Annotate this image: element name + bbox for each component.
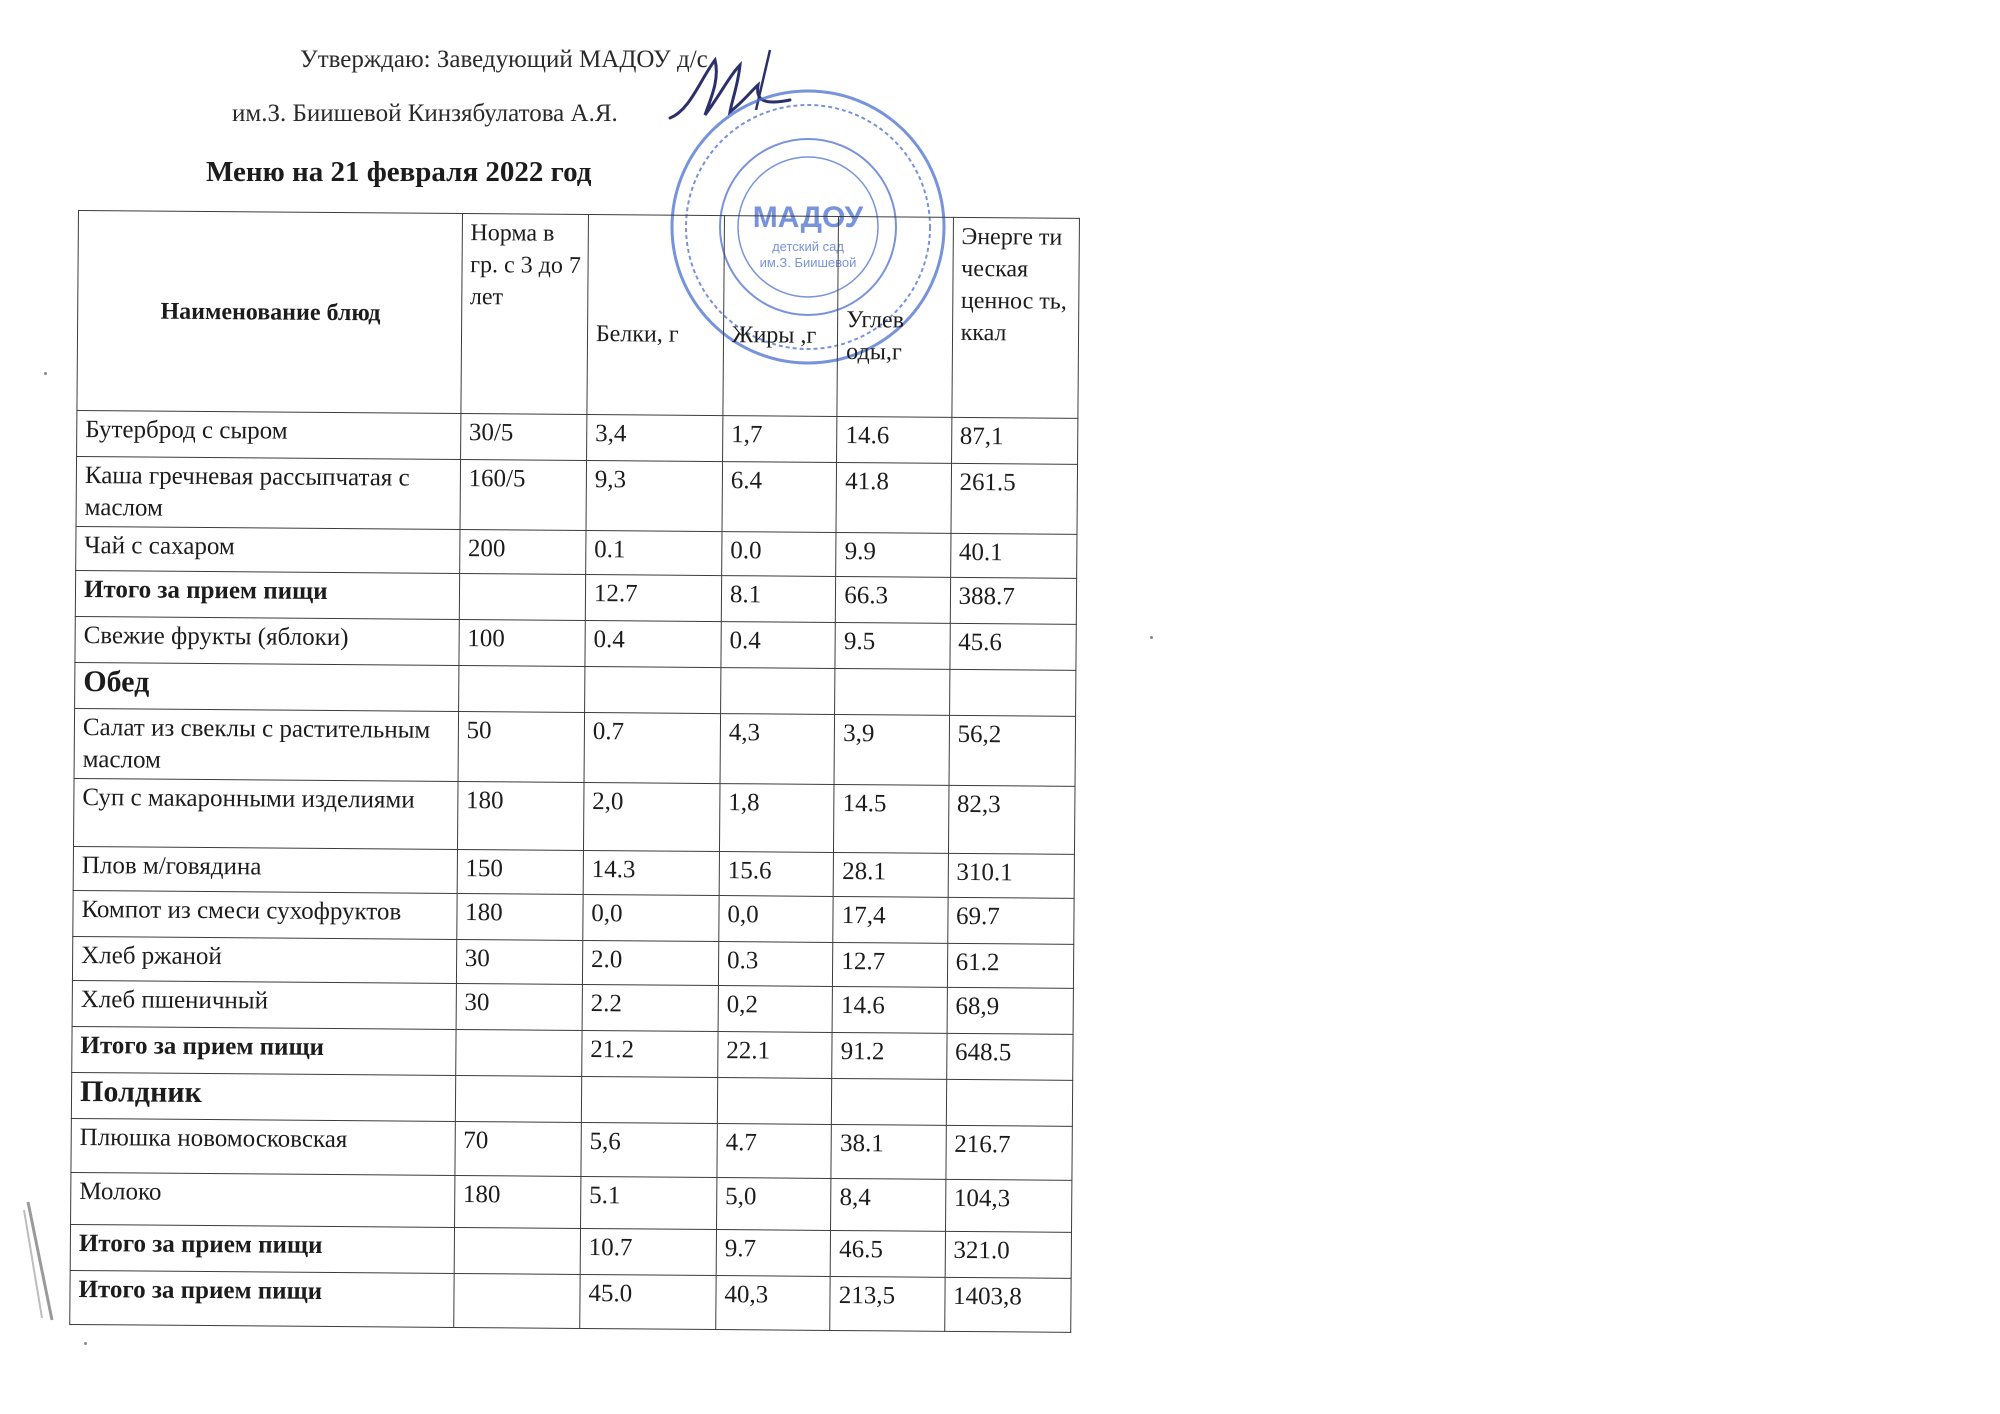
cell-protein: 21.2	[582, 1030, 718, 1077]
cell-norm	[453, 1273, 580, 1328]
cell-protein	[581, 1076, 717, 1123]
cell-carbs: 8,4	[831, 1178, 946, 1231]
total-row	[70, 1224, 1071, 1278]
table-row	[72, 980, 1073, 1034]
cell-fat: 5,0	[716, 1178, 831, 1231]
table-row	[75, 616, 1076, 670]
header-name: Наименование блюд	[77, 211, 462, 414]
scan-dot	[84, 1342, 87, 1345]
cell-fat: 4,3	[720, 714, 835, 785]
cell-carbs: 38.1	[831, 1124, 946, 1179]
cell-protein: 14.3	[583, 850, 719, 895]
approval-line-1: Утверждаю: Заведующий МАДОУ д/с	[300, 46, 708, 73]
cell-name: Свежие фрукты (яблоки)	[75, 616, 459, 665]
cell-norm	[454, 1227, 581, 1274]
cell-carbs: 28.1	[833, 852, 948, 897]
cell-carbs: 12.7	[833, 942, 948, 987]
cell-energy	[949, 669, 1076, 716]
cell-energy: 648.5	[946, 1033, 1073, 1080]
cell-energy: 45.6	[950, 623, 1077, 670]
cell-energy: 1403,8	[944, 1277, 1071, 1332]
cell-norm: 180	[457, 781, 584, 850]
scan-dot	[1150, 636, 1153, 639]
cell-energy: 87,1	[951, 417, 1078, 464]
cell-protein: 0.1	[586, 530, 722, 575]
cell-energy: 82,3	[948, 785, 1075, 854]
cell-norm	[455, 1029, 582, 1076]
cell-carbs: 46.5	[830, 1230, 945, 1277]
cell-name: Бутерброд с сыром	[77, 410, 461, 459]
table-header-row	[77, 211, 1080, 419]
cell-norm: 150	[457, 849, 584, 894]
scan-dot	[44, 372, 47, 375]
cell-name: Итого за прием пищи	[70, 1270, 454, 1327]
cell-energy: 104,3	[945, 1179, 1072, 1232]
cell-norm: 30	[456, 939, 583, 984]
total-row	[72, 1026, 1073, 1080]
cell-norm: 160/5	[460, 460, 587, 531]
cell-norm: 30	[456, 983, 583, 1030]
cell-protein: 9,3	[586, 461, 723, 532]
cell-carbs: 9.5	[835, 622, 950, 669]
cell-norm: 180	[456, 893, 583, 940]
cell-fat: 1,8	[719, 784, 834, 853]
cell-carbs	[835, 668, 950, 715]
cell-energy: 56,2	[949, 715, 1076, 786]
cell-fat: 0.4	[721, 622, 836, 669]
cell-carbs: 9.9	[836, 532, 951, 577]
cell-name: Итого за прием пищи	[70, 1224, 454, 1273]
cell-norm: 200	[459, 530, 586, 575]
cell-energy: 61.2	[947, 943, 1074, 988]
table-row	[77, 410, 1078, 464]
cell-protein: 5.1	[580, 1176, 716, 1229]
cell-fat: 1,7	[722, 416, 837, 463]
cell-norm: 180	[454, 1175, 581, 1228]
cell-carbs	[832, 1078, 947, 1125]
cell-protein: 0.4	[585, 620, 721, 667]
cell-fat: 40,3	[716, 1276, 831, 1331]
cell-name: Суп с макаронными изделиями	[74, 778, 458, 849]
cell-energy: 216.7	[946, 1125, 1073, 1180]
cell-fat: 0.3	[718, 942, 833, 987]
cell-name: Хлеб пшеничный	[72, 980, 456, 1029]
cell-carbs: 66.3	[836, 576, 951, 623]
cell-norm: 30/5	[460, 414, 587, 461]
cell-fat: 0,2	[718, 986, 833, 1033]
table-row	[72, 936, 1073, 988]
cell-name: Итого за прием пищи	[75, 570, 459, 619]
cell-protein: 45.0	[580, 1274, 716, 1329]
cell-name: Полдник	[71, 1072, 455, 1121]
cell-carbs: 14.6	[832, 986, 947, 1033]
cell-name: Обед	[75, 662, 459, 711]
cell-protein: 2,0	[583, 782, 720, 851]
cell-name: Каша гречневая рассыпчатая с маслом	[76, 456, 460, 529]
cell-energy: 40.1	[950, 533, 1077, 578]
cell-fat: 6.4	[722, 462, 837, 533]
cell-name: Молоко	[71, 1172, 455, 1227]
cell-energy	[946, 1079, 1073, 1126]
cell-name: Хлеб ржаной	[72, 936, 456, 983]
section-row	[75, 662, 1076, 716]
cell-carbs: 41.8	[836, 462, 951, 533]
page-title: Меню на 21 февраля 2022 год	[206, 156, 592, 188]
cell-carbs: 17,4	[833, 896, 948, 943]
cell-norm: 50	[458, 712, 585, 783]
cell-protein	[584, 666, 720, 713]
cell-protein: 10.7	[580, 1228, 716, 1275]
cell-norm: 70	[455, 1121, 582, 1176]
cell-norm	[458, 666, 585, 713]
cell-name: Плюшка новомосковская	[71, 1118, 455, 1175]
cell-fat: 22.1	[718, 1032, 833, 1079]
cell-fat: 8.1	[721, 576, 836, 623]
menu-table	[69, 210, 1080, 1333]
cell-protein: 0.7	[584, 712, 721, 783]
table-row	[76, 456, 1078, 534]
approval-line-2: им.З. Биишевой Кинзябулатова А.Я.	[232, 100, 618, 127]
cell-carbs: 14.6	[837, 416, 952, 463]
cell-norm	[459, 574, 586, 621]
table-row	[71, 1172, 1072, 1232]
cell-energy: 310.1	[948, 853, 1075, 898]
cell-name: Плов м/говядина	[73, 846, 457, 893]
scan-artifact-icon	[22, 1200, 62, 1330]
stamp-line-3: им.З. Биишевой	[759, 255, 857, 270]
menu-table-body	[70, 410, 1078, 1332]
cell-carbs: 213,5	[830, 1276, 945, 1331]
section-row	[71, 1072, 1072, 1126]
cell-energy: 321.0	[945, 1231, 1072, 1278]
cell-carbs: 3,9	[834, 714, 949, 785]
cell-norm: 100	[459, 620, 586, 667]
cell-name: Итого за прием пищи	[72, 1026, 456, 1075]
cell-name: Компот из смеси сухофруктов	[73, 890, 457, 939]
table-row	[74, 708, 1076, 786]
cell-name: Чай с сахаром	[76, 526, 460, 573]
total-row	[75, 570, 1076, 624]
cell-protein: 12.7	[585, 574, 721, 621]
table-row	[74, 778, 1076, 854]
cell-fat	[721, 668, 836, 715]
header-fat: Жиры ,г	[723, 216, 839, 417]
stamp-center-text: МАДОУ	[752, 201, 864, 234]
cell-name: Салат из свеклы с растительным маслом	[74, 708, 458, 781]
cell-carbs: 14.5	[834, 784, 949, 853]
cell-protein: 2.0	[582, 940, 718, 985]
cell-protein: 5,6	[581, 1122, 717, 1177]
cell-carbs: 91.2	[832, 1032, 947, 1079]
header-carbs: Углев оды,г	[837, 216, 953, 417]
cell-fat: 9.7	[716, 1230, 831, 1277]
cell-protein: 2.2	[582, 984, 718, 1031]
cell-norm	[455, 1075, 582, 1122]
cell-fat: 0,0	[719, 896, 834, 943]
table-row	[73, 890, 1074, 944]
header-norm: Норма в гр. с 3 до 7 лет	[461, 214, 589, 415]
cell-fat: 0.0	[722, 532, 837, 577]
header-energy: Энерге ти ческая ценнос ть, ккал	[952, 217, 1080, 418]
cell-fat: 15.6	[719, 852, 834, 897]
cell-energy: 68,9	[947, 987, 1074, 1034]
cell-protein: 0,0	[583, 894, 719, 941]
cell-energy: 261.5	[951, 463, 1078, 534]
cell-fat	[717, 1078, 832, 1125]
table-row	[73, 846, 1074, 898]
cell-protein: 3,4	[586, 415, 722, 462]
stamp-line-2: детский сад	[772, 239, 844, 254]
cell-fat: 4.7	[717, 1124, 832, 1179]
header-protein: Белки, г	[587, 215, 725, 416]
cell-energy: 388.7	[950, 577, 1077, 624]
cell-energy: 69.7	[947, 897, 1074, 944]
total-row	[70, 1270, 1071, 1332]
table-row	[71, 1118, 1072, 1180]
table-row	[76, 526, 1077, 578]
